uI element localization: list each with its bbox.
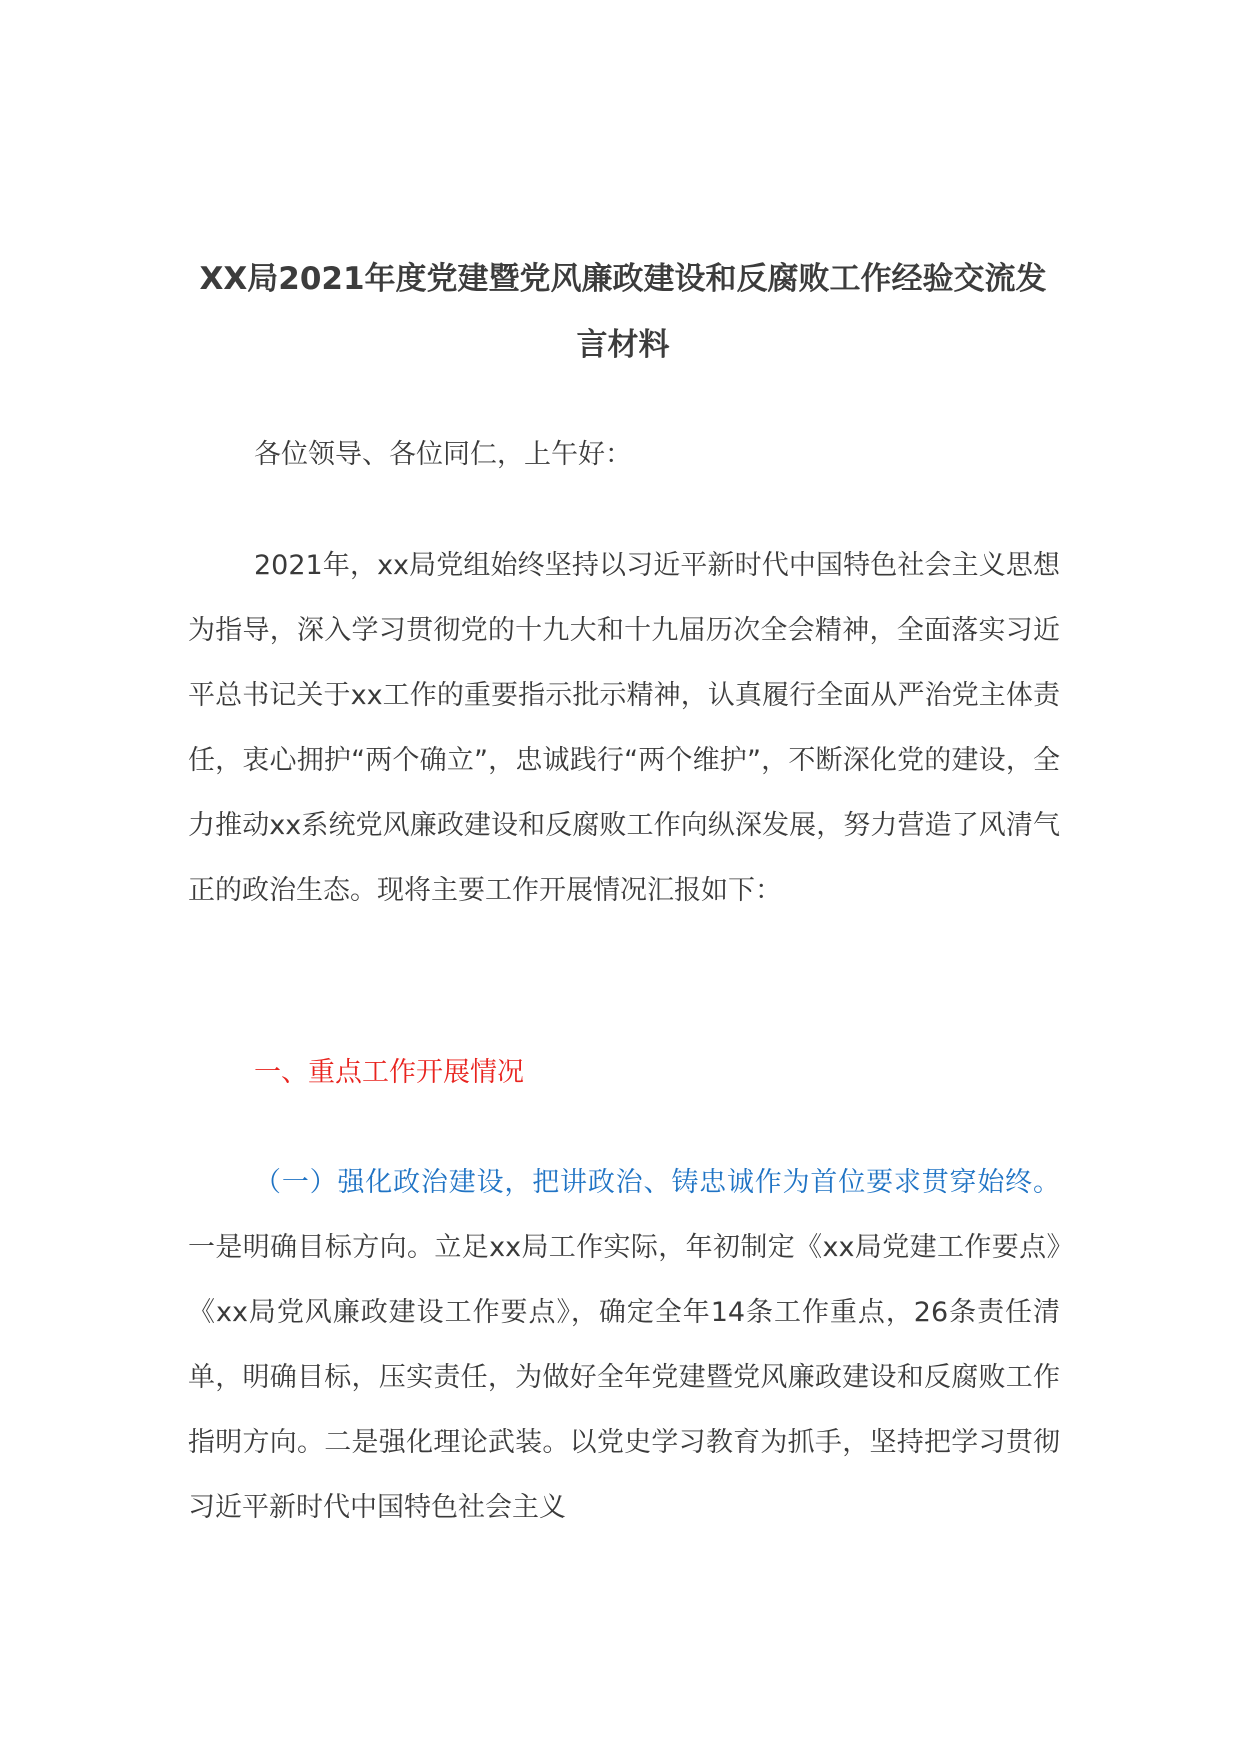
subsection-heading: （一）强化政治建设，把讲政治、铸忠诚作为首位要求贯穿始终。 (254, 1167, 1060, 1198)
intro-paragraph: 2021年，xx局党组始终坚持以习近平新时代中国特色社会主义思想为指导，深入学习贯彻党的十九大和十九届历次全会精神，全面落实习近平总书记关于xx工作的重要指示批示精神，认真履行全面从严治党主体责任，衷心拥护“两个确立”，忠诚践行“两个维护”，不断深化党的建设，全力推动xx系统党风廉政建设和反腐败工作向纵深发展，努力营造了风清气正的政治生态。现将主要工作开展情况汇报如下： (188, 550, 1060, 906)
greeting-paragraph: 各位领导、各位同仁，上午好： (254, 439, 632, 470)
subsection-body: 一是明确目标方向。立足xx局工作实际，年初制定《xx局党建工作要点》《xx局党风廉政建设工作要点》，确定全年14条工作重点，26条责任清单，明确目标，压实责任，为做好全年党建暨党风廉政建设和反腐败工作指明方向。二是强化理论武装。以党史学习教育为抓手，坚持把学习贯彻习近平新时代中国特色社会主义 (188, 1232, 1060, 1523)
subsection-paragraph (188, 1150, 1060, 1540)
document-title: XX局2021年度党建暨党风廉政建设和反腐败工作经验交流发言材料 (199, 261, 1047, 363)
section-heading: 一、重点工作开展情况 (254, 1057, 524, 1088)
